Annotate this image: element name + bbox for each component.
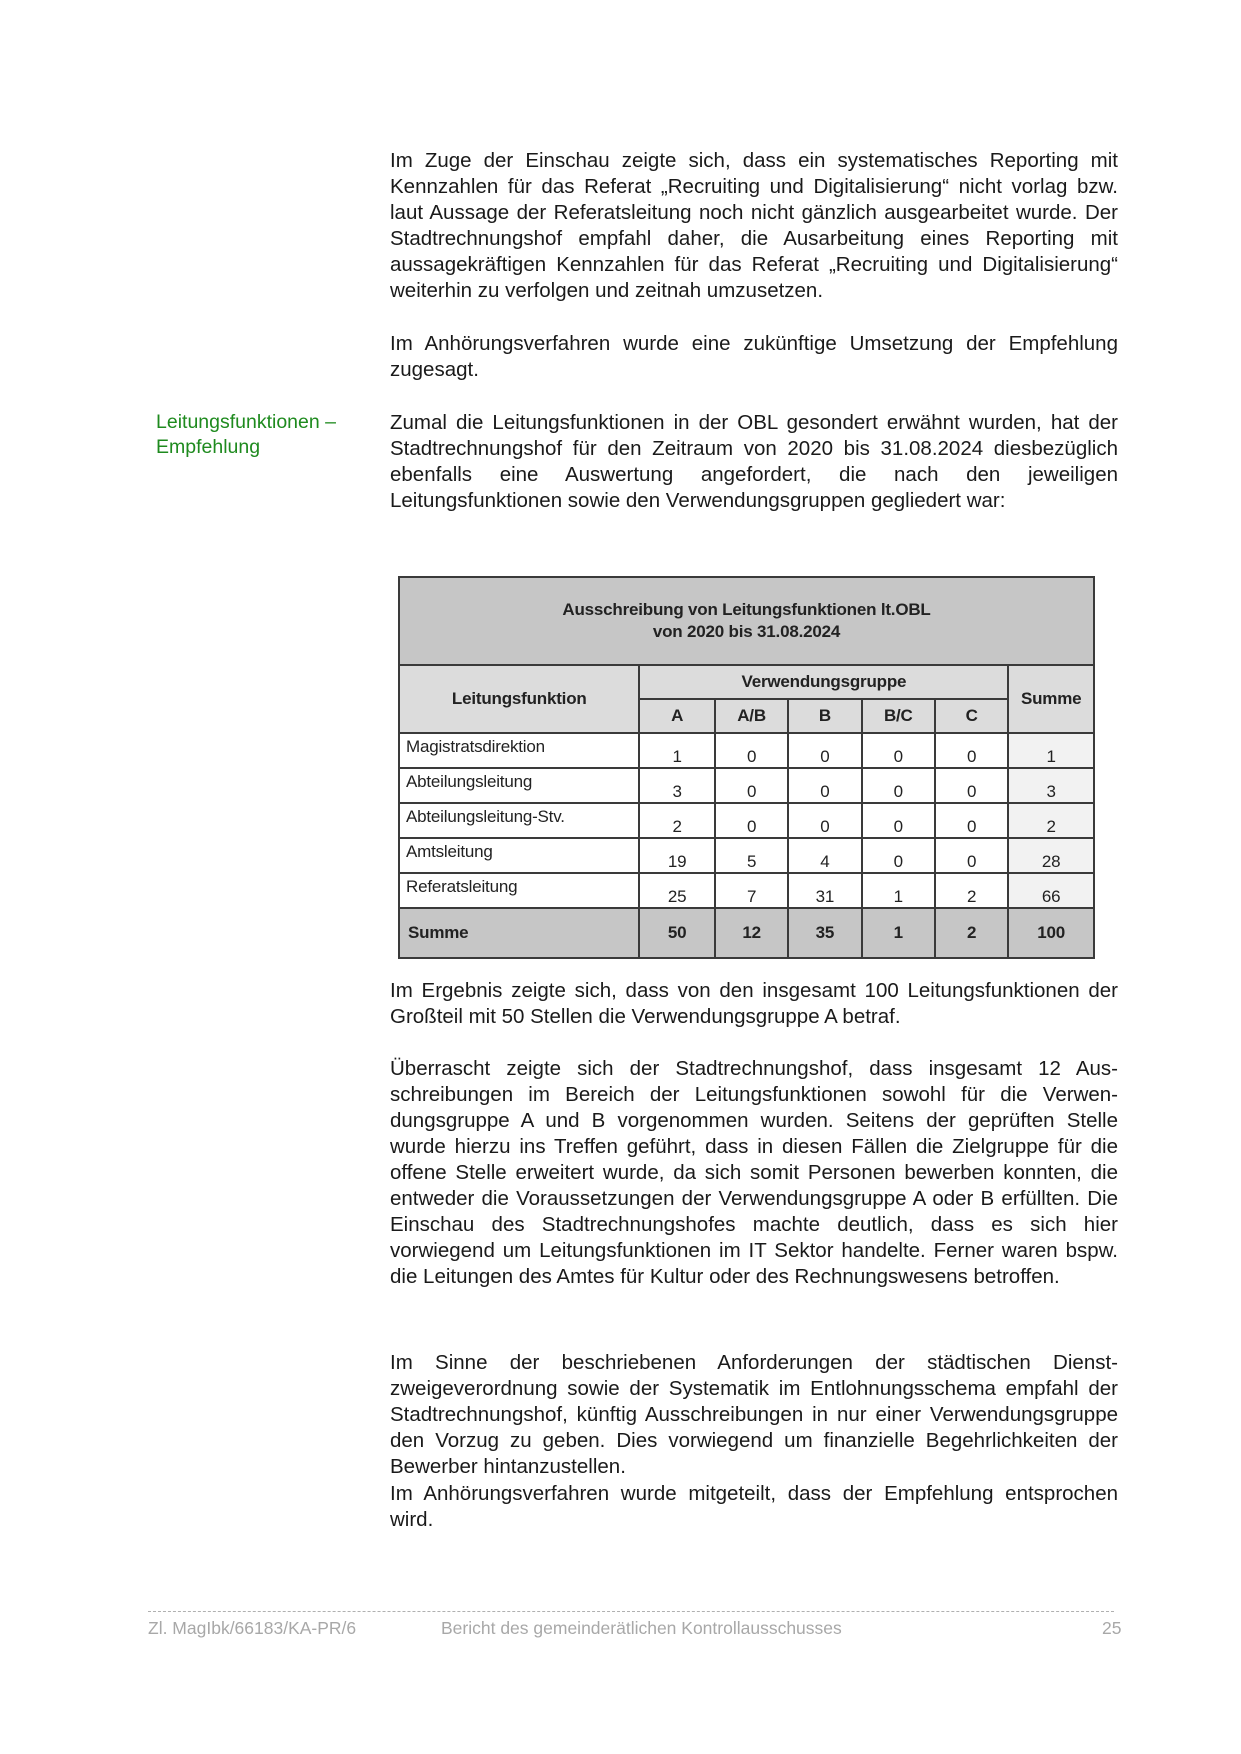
paragraph-text: Im Anhörungsverfahren wurde mitgeteilt, dass der Empfehlung entsprochen wird.	[390, 1482, 1118, 1531]
table-total-row	[399, 908, 1094, 958]
row-cell: 0	[788, 803, 861, 838]
row-sum: 1	[1008, 733, 1094, 768]
row-cell: 0	[715, 803, 788, 838]
row-cell: 7	[715, 873, 788, 908]
row-cell: 25	[639, 873, 714, 908]
row-cell: 0	[935, 768, 1008, 803]
row-label: Abteilungsleitung	[399, 768, 639, 803]
row-cell: 4	[788, 838, 861, 873]
footer-divider	[148, 1611, 1114, 1612]
table-row	[399, 838, 1094, 873]
row-cell: 0	[862, 733, 935, 768]
row-sum: 28	[1008, 838, 1094, 873]
paragraph-text: Im Zuge der Einschau zeigte sich, dass ein systematisches Reporting mit Kennzahlen für das Referat „Recruiting und Digitalisierung“ nicht vorlag bzw. laut Aussage der Referatsleitung noch nicht gänzlich ausgearbeitet wurde. Der Stadtrechnungshof empfahl daher, die Ausarbeitung eines Reporting mit aussagekräftigen Kennzahlen für das Referat „Recruiting und Digitalisierung“ weiterhin zu verfolgen und zeitnah umzusetzen.	[390, 149, 1118, 302]
header-group-c: C	[935, 699, 1008, 733]
row-cell: 0	[935, 803, 1008, 838]
row-label: Amtsleitung	[399, 838, 639, 873]
row-cell: 2	[935, 873, 1008, 908]
row-cell: 0	[715, 768, 788, 803]
row-cell: 0	[862, 803, 935, 838]
row-sum: 66	[1008, 873, 1094, 908]
table-title-line: Ausschreibung von Leitungsfunktionen lt.OBL	[562, 600, 931, 619]
total-cell: 2	[935, 908, 1008, 958]
header-group-b: B	[788, 699, 861, 733]
margin-note-line: Empfehlung	[156, 436, 261, 458]
row-cell: 0	[935, 733, 1008, 768]
total-cell: 50	[639, 908, 714, 958]
paragraph	[390, 410, 1118, 514]
header-leitungsfunktion: Leitungsfunktion	[399, 665, 639, 733]
header-verwendungsgruppe: Verwendungsgruppe	[639, 665, 1008, 699]
row-cell: 0	[862, 838, 935, 873]
total-label: Summe	[399, 908, 639, 958]
table-row	[399, 803, 1094, 838]
row-cell: 1	[639, 733, 714, 768]
margin-note	[156, 410, 356, 460]
row-sum: 3	[1008, 768, 1094, 803]
row-cell: 0	[788, 768, 861, 803]
table-row	[399, 768, 1094, 803]
row-cell: 1	[862, 873, 935, 908]
table-title-line: von 2020 bis 31.08.2024	[652, 622, 841, 641]
row-cell: 19	[639, 838, 714, 873]
total-cell: 12	[715, 908, 788, 958]
paragraph-text: Im Sinne der beschriebenen Anforderungen der städtischen Dienstzweigeverordnung sowie der Systematik im Entlohnungsschema empfahl der Stadtrechnungshof, künftig Ausschreibungen in nur einer Verwendungsgruppe den Vorzug zu geben. Dies vorwiegend um finanzielle Begehrlichkeiten der Bewerber hintanzustellen.	[390, 1351, 1118, 1478]
paragraph	[390, 148, 1118, 304]
paragraph-text: Überrascht zeigte sich der Stadtrechnungshof, dass insgesamt 12 Ausschreibungen im Bereich der Leitungsfunktionen sowohl für die Verwendungsgruppe A und B vorgenommen wurden. Seitens der geprüften Stelle wurde hierzu ins Treffen geführt, dass in diesen Fällen die Zielgruppe für die offene Stelle erweitert wurde, da sich somit Personen bewerben konnten, die entweder die Voraussetzungen der Verwendungsgruppe A oder B erfüllten. Die Einschau des Stadtrechnungshofes machte deutlich, dass es sich hier vorwiegend um Leitungsfunktionen im IT Sektor handelte. Ferner waren bspw. die Leitungen des Amtes für Kultur oder des Rechnungswesens betroffen.	[390, 1057, 1118, 1288]
row-label: Referatsleitung	[399, 873, 639, 908]
paragraph-text: Zumal die Leitungsfunktionen in der OBL gesondert erwähnt wurden, hat der Stadtrechnungshof für den Zeitraum von 2020 bis 31.08.2024 diesbezüglich ebenfalls eine Auswertung angefordert, die nach den jeweiligen Leitungsfunktionen sowie den Verwendungsgruppen gegliedert war:	[390, 411, 1118, 512]
table-title	[399, 577, 1094, 665]
total-sum: 100	[1008, 908, 1094, 958]
paragraph	[390, 1481, 1118, 1533]
row-cell: 0	[935, 838, 1008, 873]
row-cell: 5	[715, 838, 788, 873]
row-cell: 31	[788, 873, 861, 908]
paragraph-text: Im Anhörungsverfahren wurde eine zukünftige Umsetzung der Empfehlung zugesagt.	[390, 332, 1118, 381]
header-group-bc: B/C	[862, 699, 935, 733]
paragraph	[390, 1056, 1118, 1290]
total-cell: 1	[862, 908, 935, 958]
row-label: Magistratsdirektion	[399, 733, 639, 768]
row-cell: 0	[715, 733, 788, 768]
header-group-ab: A/B	[715, 699, 788, 733]
paragraph-text: Im Ergebnis zeigte sich, dass von den insgesamt 100 Leitungsfunktionen der Großteil mit 50 Stellen die Verwendungsgruppe A betraf.	[390, 979, 1118, 1028]
leitungsfunktionen-table	[398, 576, 1095, 959]
row-cell: 3	[639, 768, 714, 803]
row-cell: 0	[788, 733, 861, 768]
row-sum: 2	[1008, 803, 1094, 838]
margin-note-line: Leitungsfunktionen –	[156, 411, 336, 433]
row-cell: 0	[862, 768, 935, 803]
header-summe: Summe	[1008, 665, 1094, 733]
paragraph	[390, 1350, 1118, 1480]
header-group-a: A	[639, 699, 714, 733]
footer-title: Bericht des gemeinderätlichen Kontrollausschusses	[441, 1618, 842, 1638]
table-row	[399, 733, 1094, 768]
total-cell: 35	[788, 908, 861, 958]
table-row	[399, 873, 1094, 908]
row-label: Abteilungsleitung-Stv.	[399, 803, 639, 838]
page-number: 25	[1102, 1618, 1122, 1638]
row-cell: 2	[639, 803, 714, 838]
footer-reference: Zl. MagIbk/66183/KA-PR/6	[148, 1618, 357, 1638]
paragraph	[390, 978, 1118, 1030]
paragraph	[390, 331, 1118, 383]
